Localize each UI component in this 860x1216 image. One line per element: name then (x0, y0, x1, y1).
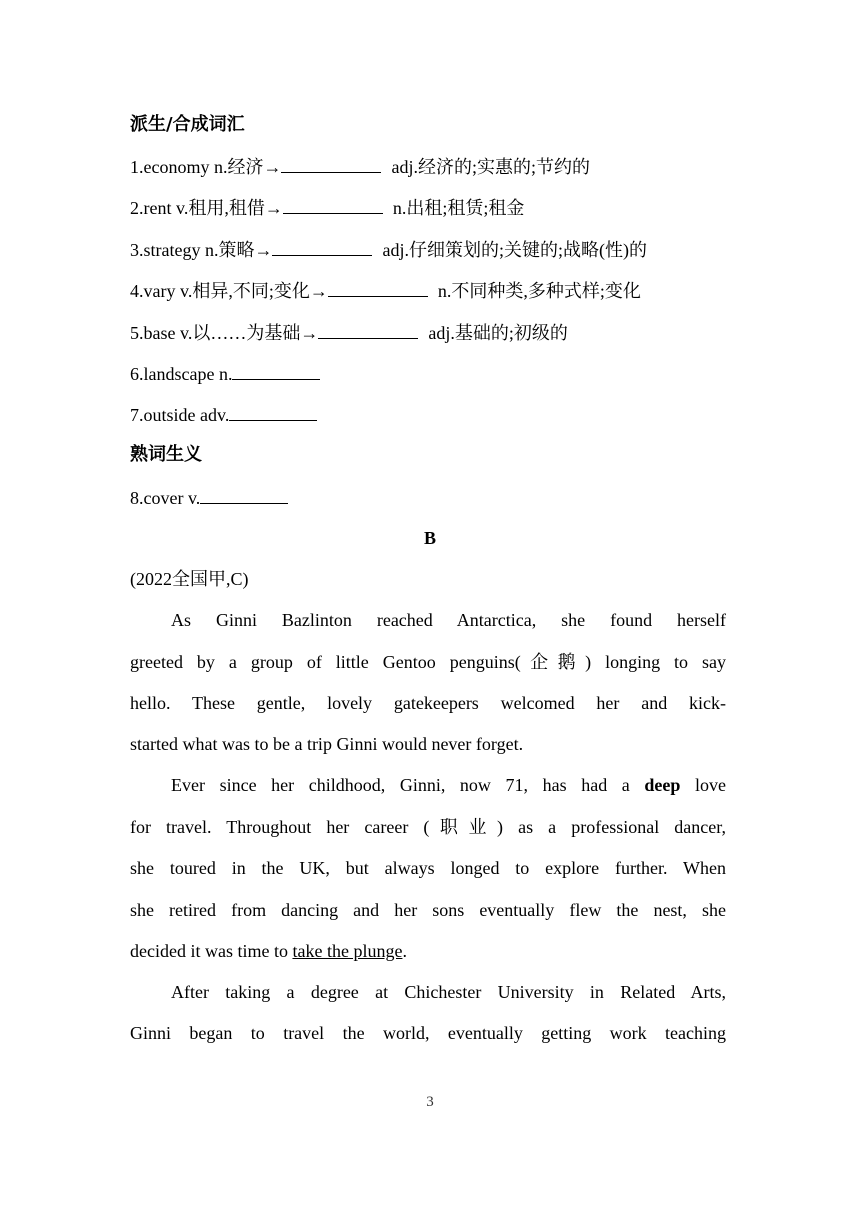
vocab-item-2 (130, 195, 524, 220)
page-number: 3 (426, 1094, 434, 1110)
answer-blank-2[interactable] (283, 195, 383, 214)
vocab-item-5-prefix: 5.base v.以……为基础→ (130, 323, 319, 343)
vocab-item-3-prefix: 3.strategy n.策略→ (130, 240, 273, 260)
answer-blank-8[interactable] (200, 485, 288, 504)
vocab-item-5-suffix: adj.基础的;初级的 (428, 323, 568, 343)
vocab-item-6 (130, 361, 324, 386)
section-letter: B (423, 528, 436, 548)
vocab-item-8-label: 8.cover v. (130, 488, 201, 508)
answer-blank-6[interactable] (232, 361, 320, 380)
vocab-item-2-suffix: n.出租;租赁;租金 (392, 198, 525, 218)
answer-blank-3[interactable] (272, 237, 372, 256)
p2-line1-after: love (695, 775, 727, 795)
vocab-item-3-suffix: adj.仔细策划的;关键的;战略(性)的 (382, 240, 647, 260)
passage-p1-line-2: greeted by a group of little Gentoo penguins(企鹅) longing to say (130, 652, 726, 672)
passage-p2-line-4: she retired from dancing and her sons eventually flew the nest, she (130, 900, 726, 920)
vocab-item-1-prefix: 1.economy n.经济→ (130, 157, 282, 177)
passage-p2-line-3: she toured in the UK, but always longed to explore further. When (130, 858, 726, 878)
passage-p2-line-2: for travel. Throughout her career (职业) as a professional dancer, (130, 817, 726, 837)
passage-p2-line-5 (130, 939, 726, 963)
heading-derived-vocab: 派生/合成词汇 (130, 114, 245, 135)
p2-last-after: . (402, 941, 407, 961)
answer-blank-1[interactable] (281, 154, 381, 173)
vocab-item-3 (130, 237, 647, 262)
vocab-item-1 (130, 154, 590, 179)
answer-blank-7[interactable] (229, 402, 317, 421)
p2-last-before: decided it was time to (130, 941, 288, 961)
vocab-item-8 (130, 485, 292, 510)
heading-familiar-words: 熟词生义 (130, 444, 202, 465)
p2-line1-before: Ever since her childhood, Ginni, now 71, has had a (171, 775, 630, 795)
passage-p1-line-4: started what was to be a trip Ginni would never forget. (130, 734, 524, 754)
vocab-item-4-prefix: 4.vary v.相异,不同;变化→ (130, 281, 328, 301)
passage-p2-line-1 (130, 773, 726, 797)
vocab-item-1-suffix: adj.经济的;实惠的;节约的 (391, 157, 590, 177)
answer-blank-4[interactable] (328, 278, 428, 297)
underlined-phrase: take the plunge (292, 941, 403, 961)
passage-source: (2022全国甲,C) (130, 569, 249, 589)
vocab-item-6-label: 6.landscape n. (130, 364, 233, 384)
vocab-item-5 (130, 320, 568, 345)
vocab-item-7-label: 7.outside adv. (130, 405, 230, 425)
answer-blank-5[interactable] (318, 320, 418, 339)
vocab-item-2-prefix: 2.rent v.租用,租借→ (130, 198, 283, 218)
passage-p3-line-2: Ginni began to travel the world, eventually getting work teaching (130, 1023, 726, 1043)
passage-p3-line-1: After taking a degree at Chichester University in Related Arts, (171, 982, 726, 1002)
passage-p1-line-3: hello. These gentle, lovely gatekeepers welcomed her and kick- (130, 693, 726, 713)
vocab-item-7 (130, 402, 321, 427)
passage-p1-line-1: As Ginni Bazlinton reached Antarctica, she found herself (171, 610, 726, 630)
vocab-item-4-suffix: n.不同种类,多种式样;变化 (437, 281, 641, 301)
highlighted-word-deep: deep (644, 775, 681, 795)
vocab-item-4 (130, 278, 641, 303)
